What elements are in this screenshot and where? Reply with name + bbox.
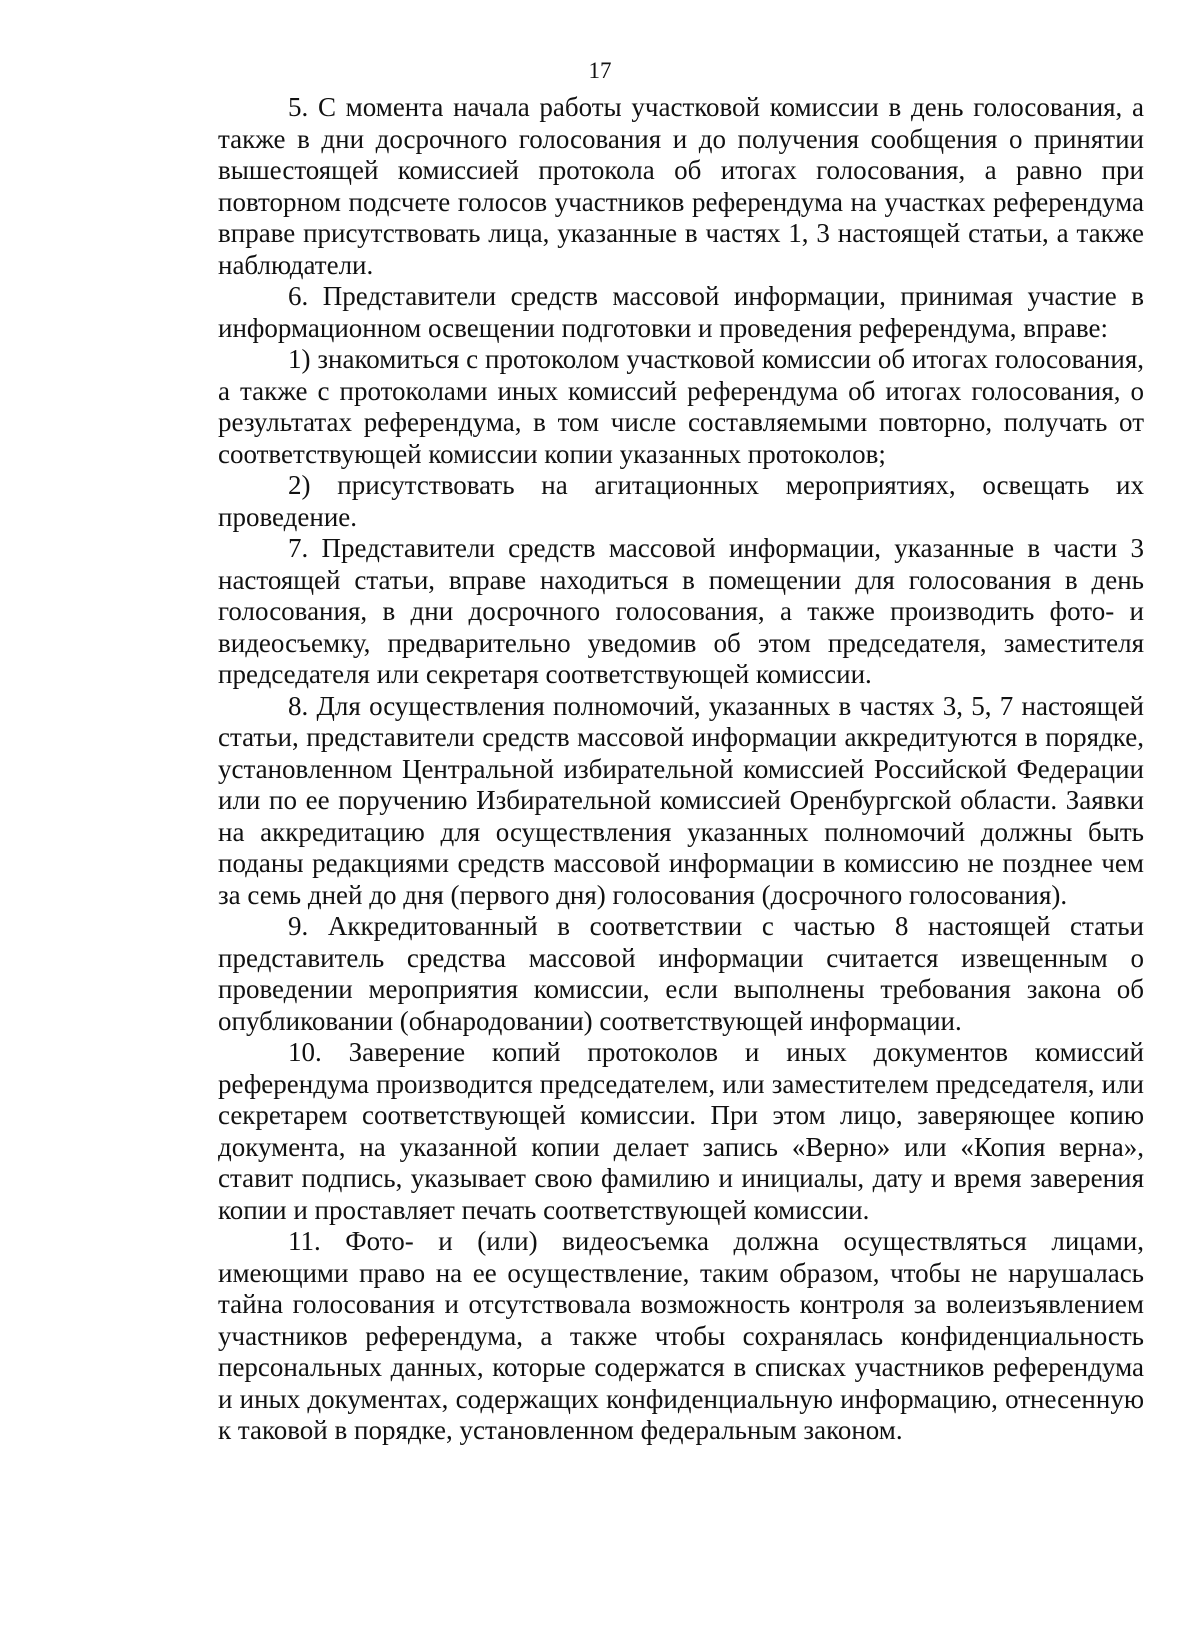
paragraph-5: 5. С момента начала работы участковой комиссии в день голосования, а также в дни досрочного голосования и до получения сообщения о принятии вышестоящей комиссией протокола об итогах голосования, а равно при повторном подсчете голосов участников референдума на участках референдума вправе присутствовать лица, указанные в частях 1, 3 настоящей статьи, а также наблюдатели. [218, 92, 1144, 280]
paragraph-8: 8. Для осуществления полномочий, указанных в частях 3, 5, 7 настоящей статьи, представители средств массовой информации аккредитуются в порядке, установленном Центральной избирательной комиссией Российской Федерации или по ее поручению Избирательной комиссией Оренбургской области. Заявки на аккредитацию для осуществления указанных полномочий должны быть поданы редакциями средств массовой информации в комиссию не позднее чем за семь дней до дня (первого дня) голосования (досрочного голосования). [218, 690, 1144, 910]
paragraph-6-item-1: 1) знакомиться с протоколом участковой комиссии об итогах голосования, а также с протоколами иных комиссий референдума об итогах голосования, о результатах референдума, в том числе составляемыми повторно, получать от соответствующей комиссии копии указанных протоколов; [218, 344, 1144, 469]
paragraph-10: 10. Заверение копий протоколов и иных документов комиссий референдума производится председателем, или заместителем председателя, или секретарем соответствующей комиссии. При этом лицо, заверяющее копию документа, на указанной копии делает запись «Верно» или «Копия верна», ставит подпись, указывает свою фамилию и инициалы, дату и время заверения копии и проставляет печать соответствующей комиссии. [218, 1037, 1144, 1225]
page-number: 17 [588, 58, 612, 83]
paragraph-9: 9. Аккредитованный в соответствии с частью 8 настоящей статьи представитель средства массовой информации считается извещенным о проведении мероприятия комиссии, если выполнены требования закона об опубликовании (обнародовании) соответствующей информации. [218, 911, 1144, 1036]
paragraph-7: 7. Представители средств массовой информации, указанные в части 3 настоящей статьи, вправе находиться в помещении для голосования в день голосования, в дни досрочного голосования, а также производить фото- и видеосъемку, предварительно уведомив об этом председателя, заместителя председателя или секретаря соответствующей комиссии. [218, 533, 1144, 689]
paragraph-6-item-2: 2) присутствовать на агитационных мероприятиях, освещать их проведение. [218, 470, 1144, 532]
paragraph-6: 6. Представители средств массовой информации, принимая участие в информационном освещении подготовки и проведения референдума, вправе: [218, 281, 1144, 343]
document-body [218, 92, 1144, 1447]
paragraph-11: 11. Фото- и (или) видеосъемка должна осуществляться лицами, имеющими право на ее осуществление, таким образом, чтобы не нарушалась тайна голосования и отсутствовала возможность контроля за волеизъявлением участников референдума, а также чтобы сохранялась конфиденциальность персональных данных, которые содержатся в списках участников референдума и иных документах, содержащих конфиденциальную информацию, отнесенную к таковой в порядке, установленном федеральным законом. [218, 1226, 1144, 1445]
